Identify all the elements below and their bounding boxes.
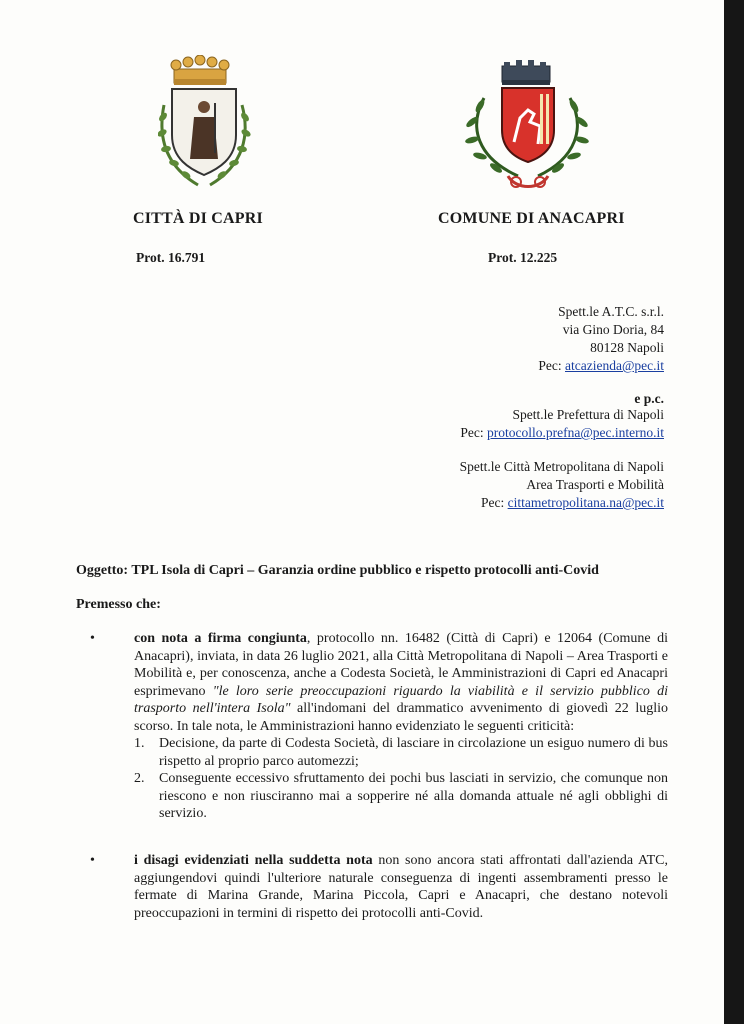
- letter-subject: Oggetto: TPL Isola di Capri – Garanzia ordine pubblico e rispetto protocolli anti-Covid: [76, 563, 599, 578]
- pec-email-link[interactable]: cittametropolitana.na@pec.it: [507, 495, 664, 510]
- pec-email-link[interactable]: atcazienda@pec.it: [565, 358, 664, 373]
- item-number: 1.: [134, 736, 145, 751]
- primary-recipient: [538, 303, 664, 375]
- pec-label: Pec:: [538, 358, 562, 373]
- recipient-pec: [460, 424, 664, 442]
- premise-item-body-end: all'indomani del drammatico avvenimento di giovedì 22 luglio scorso. In tale nota, le Amministrazioni hanno evidenziato le seguenti criticità:: [134, 701, 668, 734]
- crown-icon: [171, 55, 229, 85]
- criticality-list: [134, 735, 668, 823]
- recipient-city: 80128 Napoli: [590, 340, 664, 355]
- criticality-item: [134, 770, 668, 823]
- recipient-street: via Gino Doria, 84: [562, 322, 664, 337]
- capri-coat-of-arms: [158, 55, 254, 195]
- crown-icon: [502, 60, 550, 85]
- recipient-name: Spett.le Città Metropolitana di Napoli: [459, 459, 664, 474]
- recipient-name: Spett.le A.T.C. s.r.l.: [558, 304, 664, 319]
- premise-item: [90, 630, 668, 823]
- item-number: 2.: [134, 771, 145, 786]
- pec-label: Pec:: [460, 425, 484, 440]
- right-city-name: COMUNE DI ANACAPRI: [438, 210, 625, 227]
- cc-label: e p.c.: [634, 391, 664, 406]
- premise-item-text: [134, 630, 668, 823]
- premise-item-body: non sono ancora stati affrontati dall'azienda ATC, aggiungendovi quindi l'ulteriore naturale conseguenza di ingenti assembramenti presso le fermate di Marina Grande, Marina Piccola, Capri e Anacapri, che destano notevoli preoccupazioni in termini di rispetto dei protocolli anti-Covid.: [134, 853, 668, 921]
- recipient-department: Area Trasporti e Mobilità: [526, 477, 664, 492]
- premise-item-text: [134, 852, 668, 922]
- item-text: Decisione, da parte di Codesta Società, di lasciare in circolazione un esiguo numero di bus rispetto al proprio parco automezzi;: [159, 736, 668, 769]
- bullet-icon: •: [90, 853, 95, 868]
- right-protocol-number: Prot. 12.225: [488, 250, 558, 265]
- premise-item: [90, 852, 668, 922]
- recipient-name: Spett.le Prefettura di Napoli: [512, 407, 664, 422]
- item-text: Conseguente eccessivo sfruttamento dei pochi bus lasciati in servizio, che comunque non riescono e non riusciranno mai a sopperire né alla domanda attuale né agli obblighi di servizio.: [159, 771, 668, 821]
- premise-heading: Premesso che:: [76, 597, 161, 612]
- recipient-pec: [460, 494, 664, 512]
- pec-label: Pec:: [481, 495, 505, 510]
- premise-item-lead: con nota a firma congiunta: [134, 631, 307, 646]
- left-protocol-number: Prot. 16.791: [136, 250, 206, 265]
- criticality-item: [134, 735, 668, 770]
- cc-recipient-citta-metropolitana: [460, 458, 664, 512]
- pec-email-link[interactable]: protocollo.prefna@pec.interno.it: [487, 425, 664, 440]
- recipient-pec: [538, 357, 664, 375]
- anacapri-coat-of-arms: [458, 58, 598, 198]
- premise-item-body: , protocollo nn. 16482 (Città di Capri) e 12064 (Comune di Anacapri), inviata, in data 26 luglio 2021, alla Città Metropolitana di Napoli – Area Trasporti e Mobilità e, per conoscenza, anche a Codesta Società, le Amministrazioni di Capri ed Anacapri esprimevano: [134, 631, 668, 699]
- premise-item-quote: "le loro serie preoccupazioni riguardo la viabilità e il servizio pubblico di trasporto nell'intera Isola": [134, 683, 668, 716]
- left-city-name: CITTÀ DI CAPRI: [133, 210, 263, 227]
- premise-item-lead: i disagi evidenziati nella suddetta nota: [134, 853, 373, 868]
- cc-recipient-prefettura: [460, 406, 664, 442]
- bullet-icon: •: [90, 631, 95, 646]
